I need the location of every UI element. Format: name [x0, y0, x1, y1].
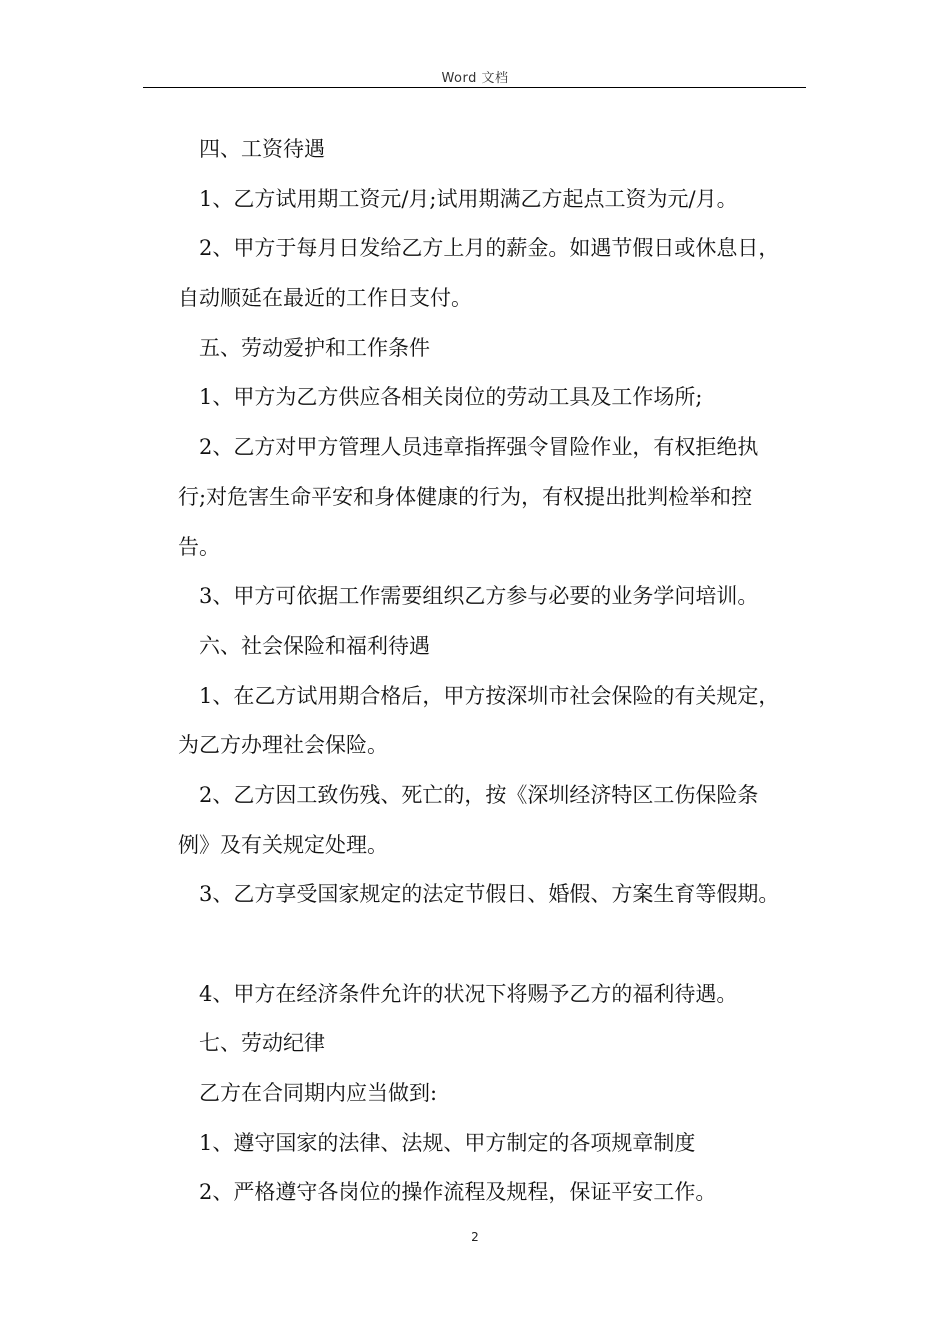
section-heading: 七、劳动纪律 [199, 1031, 325, 1056]
paragraph-line: 4、甲方在经济条件允许的状况下将赐予乙方的福利待遇。 [199, 981, 738, 1006]
section-heading: 六、社会保险和福利待遇 [199, 633, 430, 658]
paragraph-line: 2、乙方对甲方管理人员违章指挥强令冒险作业，有权拒绝执 [199, 435, 759, 460]
header-divider [143, 87, 806, 88]
paragraph-line: 2、严格遵守各岗位的操作流程及规程，保证平安工作。 [199, 1180, 717, 1205]
page-number: 2 [471, 1230, 479, 1244]
page-header-title: Word 文档 [441, 71, 509, 86]
paragraph-line: 为乙方办理社会保险。 [178, 733, 388, 758]
paragraph-line: 3、乙方享受国家规定的法定节假日、婚假、方案生育等假期。 [199, 882, 780, 907]
paragraph-line: 1、乙方试用期工资元/月;试用期满乙方起点工资为元/月。 [199, 186, 738, 211]
paragraph-line: 告。 [178, 534, 220, 559]
paragraph-line: 2、乙方因工致伤残、死亡的，按《深圳经济特区工伤保险条 [199, 782, 759, 807]
paragraph-line: 自动顺延在最近的工作日支付。 [178, 286, 472, 311]
paragraph-line: 1、在乙方试用期合格后，甲方按深圳市社会保险的有关规定， [199, 683, 780, 708]
document-body [178, 125, 818, 1218]
paragraph-line: 例》及有关规定处理。 [178, 832, 388, 857]
paragraph-line: 行;对危害生命平安和身体健康的行为，有权提出批判检举和控 [178, 484, 753, 509]
section-heading: 四、工资待遇 [199, 137, 325, 161]
paragraph-line: 1、遵守国家的法律、法规、甲方制定的各项规章制度 [199, 1130, 696, 1155]
paragraph-line: 2、甲方于每月日发给乙方上月的薪金。如遇节假日或休息日， [199, 236, 780, 261]
paragraph-line: 3、甲方可依据工作需要组织乙方参与必要的业务学问培训。 [199, 584, 759, 609]
blank-line [178, 920, 818, 970]
paragraph-line: 1、甲方为乙方供应各相关岗位的劳动工具及工作场所; [199, 385, 703, 410]
section-heading: 五、劳动爱护和工作条件 [199, 335, 430, 360]
paragraph-line: 乙方在合同期内应当做到: [199, 1081, 438, 1106]
